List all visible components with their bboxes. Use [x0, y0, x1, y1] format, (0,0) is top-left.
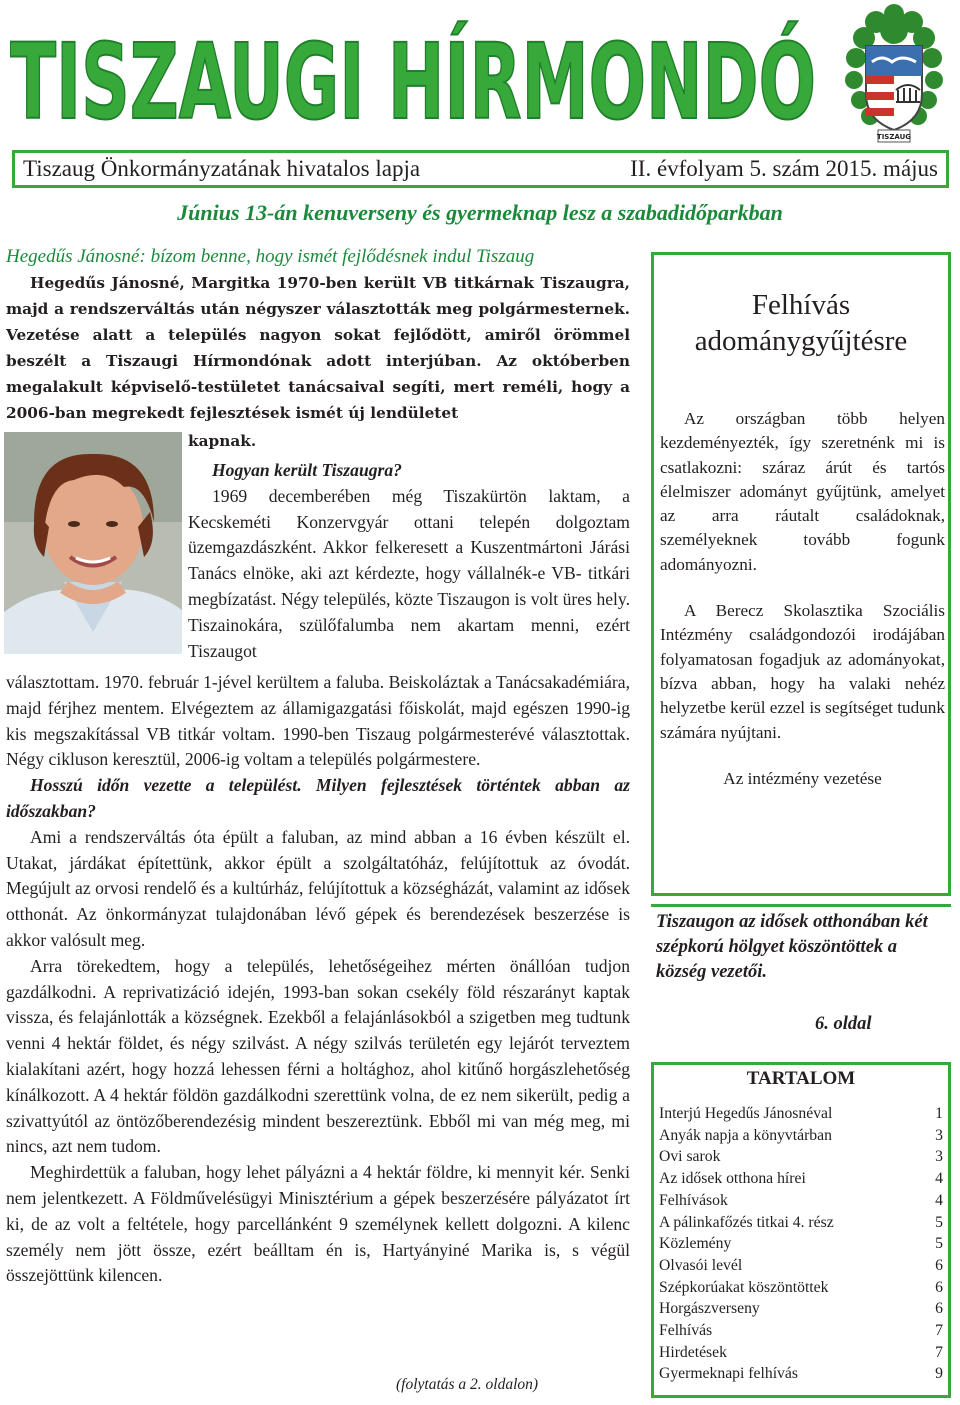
interview-answer-1: 1969 decemberében még Tiszakürtön laktam, a Kecskeméti Konzervgyár ottani telepén dolgoztam üzemgazdászként. Akkor felkeresett a Kuszentmártoni Járási Tanács elnöke, aki azt kérdezte, hogy vállalnék-e VB- titkári megbízatást. Négy település, közte Tiszaugon is volt üres hely. Tiszainokára, szülőfalumba nem akartam menni, ezért Tiszaugot — [188, 485, 630, 661]
toc-item[interactable]: Gyermeknapi felhívás 9 — [659, 1365, 943, 1383]
continued-note: (folytatás a 2. oldalon) — [396, 1376, 539, 1393]
article-title: Hegedűs Jánosné: bízom benne, hogy ismét fejlődésnek indul Tiszaug — [6, 246, 535, 267]
toc-title: TARTALOM — [746, 1068, 856, 1089]
toc-item[interactable]: Horgászverseny 6 — [659, 1300, 943, 1318]
front-headline: Június 13-án kenuverseny és gyermeknap lesz a szabadidőparkban — [177, 200, 783, 225]
toc-item[interactable]: Interjú Hegedűs Jánosnéval 1 — [659, 1105, 943, 1122]
toc-item[interactable]: Olvasói levél 6 — [659, 1256, 943, 1274]
table-of-contents — [651, 1062, 951, 1398]
donation-notice-title: Felhívás adománygyűjtésre — [694, 289, 908, 357]
svg-text:TISZAUGI HÍRMONDÓ: TISZAUGI HÍRMONDÓ — [10, 21, 816, 136]
toc-item[interactable]: Felhívás 7 — [659, 1322, 943, 1340]
toc-item[interactable]: Ovi sarok 3 — [659, 1148, 943, 1166]
interview-answer-1-continued: választottam. 1970. február 1-jével kerültem a faluba. Beiskoláztak a Tanácsakadémiára, majd férjhez mentem. Elvégeztem az államigazgatási főiskolát, majd egészen 1990-ig kis megszakítással VB titkár voltam. 1990-ben Tiszaug polgármesterévé választottak. Négy cikluson keresztül, 2006-ig voltam a település polgármestere. — [6, 672, 630, 770]
donation-notice-signature: Az intézmény vezetése — [723, 768, 882, 788]
interview-paragraph: Arra törekedtem, hogy a település, lehetőségeihez mérten önállóan tudjon gazdálkodni. A reprivatizáció idején, 1993-ban sokan csekély föld részarányt kaptak vissza, és felajánlották a községnek. Ezekből a felajánlásokból a szigetben meg tudtunk venni 4 hektár földet, és négy szilvást. A négy szilvás területén egy lejárót terveztem kialakítani azért, hogy hozzá lehessen férni a holtághoz, ahol kitűnő horgászlehetőség kínálkozott. A 4 hektár földön gazdálkodni szerettünk volna, de ez nem sikerült, pedig a szivattyútól az öntözőberendezésig mindent beszereztünk. Ebből mi van még meg, mi nincs, azt nem tudom. — [6, 955, 630, 1157]
issue-line: II. évfolyam 5. szám 2015. május — [630, 156, 938, 181]
interview-paragraph: Ami a rendszerváltás óta épült a faluban, az mind abban a 16 évben készült el. Utakat, járdákat építettünk, akkor épült a szolgáltatóház, felújítottuk az óvodát. Megújult az orvosi rendelő és a kultúrház, felújítottuk a községházát, valamint az idősek otthonát. Az önkormányzat tulajdonában lévő gépek és berendezések beszerzése is akkor valósult meg. — [6, 826, 630, 950]
svg-text:TISZAUG: TISZAUG — [876, 133, 912, 141]
interview-paragraph: Meghirdettük a faluban, hogy lehet pályázni a 4 hektár földre, ki mennyit kér. Senki nem jelentkezett. A Földművelésügyi Minisztérium a gépek beszerzésére pályázatot írt ki, de az volt a feltétele, hogy parcellánként 9 személynek kellett dolgozni. A kilenc személy nem jött össze, ezért beálltam én is, Hartyányiné Marika is, s végül összejöttünk kilencen. — [6, 1162, 630, 1286]
toc-item[interactable]: Az idősek otthona hírei 4 — [659, 1170, 943, 1188]
toc-item[interactable]: Szépkorúakat köszöntöttek 6 — [659, 1278, 943, 1296]
publisher-line: Tiszaug Önkormányzatának hivatalos lapja — [23, 156, 421, 181]
toc-item[interactable]: Anyák napja a könyvtárban 3 — [659, 1126, 943, 1144]
interview-question-1: Hogyan került Tiszaugra? — [212, 460, 402, 480]
sidebar-divider — [651, 904, 951, 907]
teaser-page-ref: 6. oldal — [815, 1014, 872, 1034]
portrait-photo — [4, 432, 182, 654]
toc-item[interactable]: A pálinkafőzés titkai 4. rész 5 — [659, 1213, 943, 1231]
donation-notice-box — [651, 252, 951, 896]
toc-item[interactable]: Hirdetések 7 — [659, 1343, 943, 1361]
coat-of-arms-icon — [838, 2, 950, 148]
toc-item[interactable]: Közlemény 5 — [659, 1235, 943, 1253]
interview-question-2: Hosszú időn vezette a települést. Milyen fejlesztések történtek abban az időszakban? — [6, 775, 630, 821]
article-lead-end: kapnak. — [188, 432, 257, 450]
donation-notice-paragraph: Az országban több helyen kezdeményezték, így szeretnénk mi is csatlakozni: száraz árút és tartós élelmiszer adományt gyűjtünk, amelyet az arra ráutalt családoknak, személyeknek tovább fogunk adományozni. — [660, 409, 945, 574]
toc-item[interactable]: Felhívások 4 — [659, 1191, 943, 1209]
article-lead: Hegedűs Jánosné, Margitka 1970-ben került VB titkárnak Tiszaugra, majd a rendszerváltás után négyszer választották meg polgármesternek. Vezetése alatt a település nagyon sokat fejlődött, amiről örömmel beszélt a Tiszaugi Hírmondónak adott interjúban. Az októberben megalakult képviselő-testületet tanácsaival segíti, mert reméli, hogy a 2006-ban megrekedt fejlesztések ismét új lendületet — [6, 274, 630, 422]
masthead-title — [10, 18, 820, 136]
teaser-text: Tiszaugon az idősek otthonában két szépkorú hölgyet köszöntöttek a község vezetői. — [656, 912, 928, 982]
donation-notice-paragraph: A Berecz Skolasztika Szociális Intézmény családgondozói irodájában folyamatosan fogadjuk az adományokat, bízva abban, hogy ha valaki nehéz helyzetbe kerül ezzel is segítséget tudunk számára nyújtani. — [660, 601, 945, 742]
masthead-subtitle-bar — [12, 150, 949, 188]
